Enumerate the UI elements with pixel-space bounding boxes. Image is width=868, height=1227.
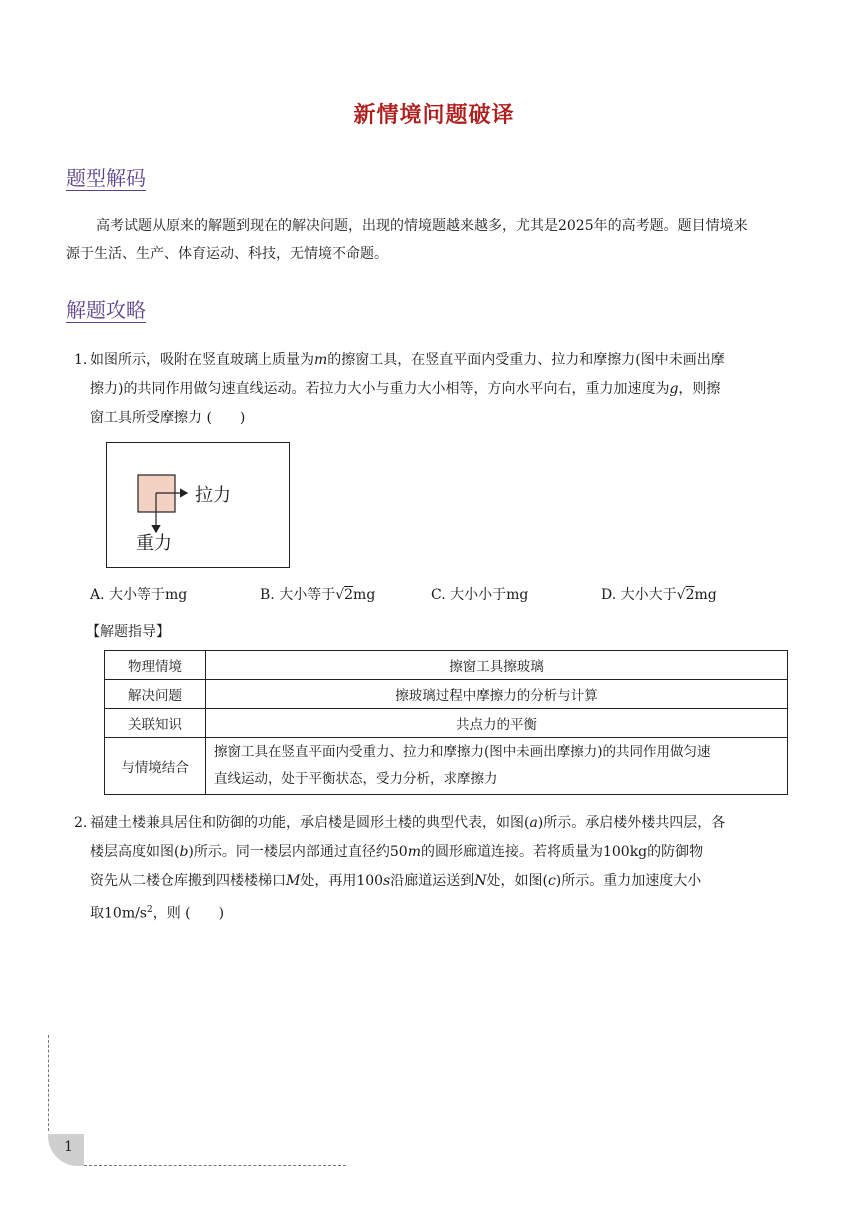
intro-line-2: 源于生活、生产、体育运动、科技，无情境不命题。 (66, 246, 388, 262)
option-b-root: 2 (344, 587, 354, 603)
table-cell-key: 物理情境 (105, 651, 206, 680)
option-a[interactable]: A. 大小等于mg (90, 587, 188, 603)
section-heading-strategy: 解题攻略 (66, 298, 146, 322)
option-c[interactable]: C. 大小小于mg (431, 587, 529, 603)
option-d[interactable] (601, 584, 717, 604)
table-cell-value: 擦玻璃过程中摩擦力的分析与计算 (206, 680, 788, 709)
option-b[interactable] (260, 584, 375, 604)
table-row (105, 709, 788, 738)
footer-dashed-vertical (48, 1035, 49, 1131)
table-row (105, 738, 788, 795)
force-diagram (106, 442, 290, 568)
question-2-number: 2. (74, 815, 88, 831)
sqrt-symbol: √ (676, 587, 686, 603)
table-cell-value: 共点力的平衡 (206, 709, 788, 738)
table-cell-value (206, 738, 788, 795)
question-2-line-1: 福建土楼兼具居住和防御的功能，承启楼是圆形土楼的典型代表，如图(𝑎)所示。承启楼外楼共四层，各 (90, 815, 726, 831)
question-2-line-4-sup: 2 (147, 905, 153, 915)
question-1-options (90, 584, 810, 610)
page-title: 新情境问题破译 (353, 103, 515, 128)
table-row (105, 651, 788, 680)
option-d-root: 2 (685, 587, 695, 603)
guide-label: 【解题指导】 (86, 624, 170, 640)
intro-line-1: 高考试题从原来的解题到现在的解决问题，出现的情境题越来越多，尤其是2025年的高考题。题目情境来 (96, 218, 748, 234)
table-row (105, 680, 788, 709)
question-1-line-1: 如图所示，吸附在竖直玻璃上质量为𝑚的擦窗工具，在竖直平面内受重力、拉力和摩擦力(图中未画出摩 (90, 352, 725, 368)
intro-paragraph (66, 212, 804, 268)
option-b-prefix: B. 大小等于 (260, 587, 336, 603)
question-2-line-2: 楼层高度如图(𝑏)所示。同一楼层内部通过直径约50𝑚的圆形廊道连接。若将质量为100kg的防御物 (90, 844, 704, 860)
option-d-suffix: mg (694, 587, 717, 603)
question-1-line-3: 窗工具所受摩擦力 ( ) (90, 410, 246, 426)
table-cell-line-1: 擦窗工具在竖直平面内受重力、拉力和摩擦力(图中未画出摩擦力)的共同作用做匀速 (214, 744, 711, 760)
section-heading-analysis: 题型解码 (66, 166, 146, 190)
question-2-line-4-suffix: ，则 ( ) (152, 905, 225, 922)
question-1-number: 1. (74, 352, 88, 368)
table-cell-value: 擦窗工具擦玻璃 (206, 651, 788, 680)
option-d-prefix: D. 大小大于 (601, 587, 677, 603)
table-cell-key: 与情境结合 (105, 738, 206, 795)
table-cell-key: 关联知识 (105, 709, 206, 738)
table-cell-key: 解决问题 (105, 680, 206, 709)
question-1 (66, 346, 806, 433)
sqrt-symbol: √ (335, 587, 345, 603)
question-1-line-2: 擦力)的共同作用做匀速直线运动。若拉力大小与重力大小相等，方向水平向右，重力加速度为𝑔，则擦 (90, 381, 721, 397)
question-2 (66, 809, 806, 929)
question-2-line-3: 资先从二楼仓库搬到四楼楼梯口𝑀处，再用100𝑠沿廊道运送到𝑁处，如图(𝑐)所示。重力加速度大小 (90, 873, 702, 889)
question-2-line-4-prefix: 取10m/s (90, 905, 147, 922)
page-number: 1 (64, 1139, 73, 1155)
pull-label: 拉力 (195, 485, 231, 506)
option-b-suffix: mg (353, 587, 376, 603)
gravity-label: 重力 (136, 533, 172, 554)
table-cell-line-2: 直线运动，处于平衡状态，受力分析，求摩擦力 (214, 771, 498, 787)
guide-table (104, 650, 788, 795)
footer-dashed-horizontal (84, 1165, 346, 1166)
question-2-line-4 (90, 896, 806, 929)
